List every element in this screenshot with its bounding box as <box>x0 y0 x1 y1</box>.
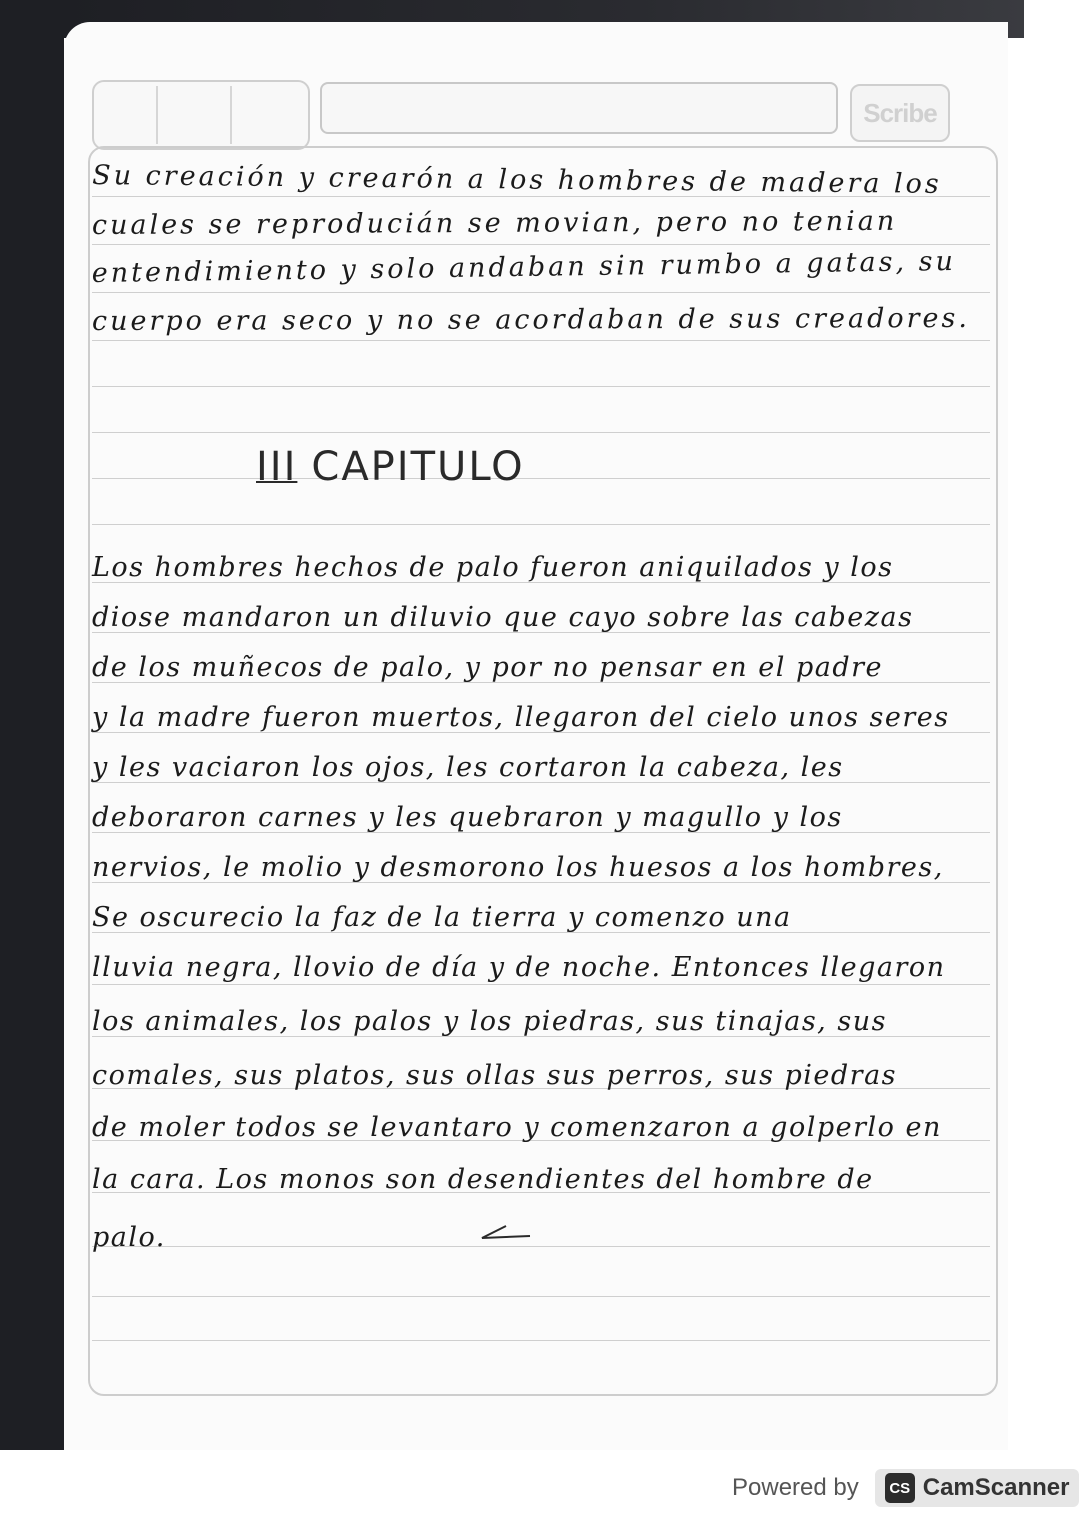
text-line: Los hombres hechos de palo fueron aniquilados y los <box>92 552 894 583</box>
text-line: y la madre fueron muertos, llegaron del cielo unos seres <box>92 702 950 733</box>
chapter-title: CAPITULO <box>311 444 525 490</box>
text-line: los animales, los palos y los piedras, sus tinajas, sus <box>92 1006 887 1037</box>
powered-by-text: Powered by <box>732 1474 859 1501</box>
ruled-line <box>92 432 990 433</box>
text-line: cuerpo era seco y no se acordaban de sus creadores. <box>91 302 970 337</box>
ruled-line <box>92 386 990 387</box>
scribe-logo: Scribe <box>850 84 950 142</box>
chapter-heading <box>256 444 525 490</box>
text-line: diose mandaron un diluvio que cayo sobre las cabezas <box>92 602 914 633</box>
text-line: comales, sus platos, sus ollas sus perros, sus piedras <box>92 1060 898 1091</box>
date-box-divider <box>230 86 232 144</box>
ruled-line <box>92 1340 990 1341</box>
camscanner-badge <box>875 1469 1080 1507</box>
camscanner-name: CamScanner <box>922 1474 1070 1501</box>
text-line: palo. <box>92 1222 166 1253</box>
text-line: de moler todos se levantaro y comenzaron a golperlo en <box>92 1112 942 1143</box>
end-mark-stroke <box>476 1224 536 1244</box>
text-line: nervios, le molio y desmorono los huesos a los hombres, <box>92 852 944 883</box>
camscanner-icon: CS <box>885 1473 915 1503</box>
chapter-number: III <box>256 444 298 490</box>
scanner-watermark <box>732 1466 1079 1510</box>
text-line: y les vaciaron los ojos, les cortaron la cabeza, les <box>92 752 844 783</box>
text-line: Su creación y crearón a los hombres de madera los <box>92 160 942 200</box>
ruled-line <box>92 984 990 985</box>
text-line: deboraron carnes y les quebraron y magullo y los <box>92 802 843 833</box>
ruled-line <box>92 478 990 479</box>
text-line: de los muñecos de palo, y por no pensar en el padre <box>92 652 884 683</box>
ruled-line <box>92 340 990 341</box>
text-line: lluvia negra, llovio de día y de noche. Entonces llegaron <box>92 952 946 983</box>
title-box <box>320 82 838 134</box>
ruled-line <box>92 1246 990 1247</box>
text-line: Se oscurecio la faz de la tierra y comenzo una <box>92 902 792 933</box>
text-line: entendimiento y solo andaban sin rumbo a gatas, su <box>91 245 957 289</box>
scan-shadow-left <box>0 0 64 1450</box>
ruled-line <box>92 524 990 525</box>
date-box-divider <box>156 86 158 144</box>
ruled-line <box>92 244 990 245</box>
text-line: cuales se reproducián se movian, pero no tenian <box>91 205 898 241</box>
date-box <box>92 80 310 150</box>
ruled-line <box>92 292 990 293</box>
ruled-line <box>92 1296 990 1297</box>
text-line: la cara. Los monos son desendientes del hombre de <box>92 1164 874 1195</box>
